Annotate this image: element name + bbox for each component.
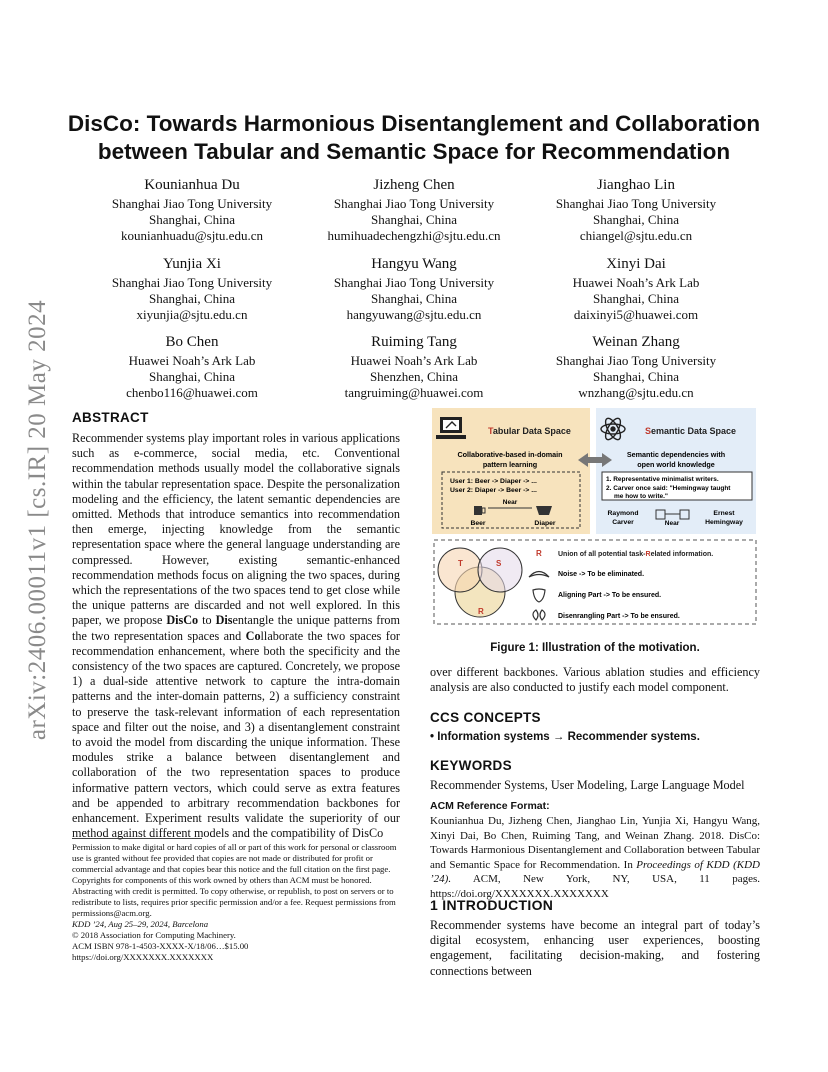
legend-disentangling: Disenrangling Part -> To be ensured. (558, 613, 680, 620)
author-location: Shenzhen, China (369, 369, 459, 384)
acm-ref-heading: ACM Reference Format: (430, 800, 550, 812)
copyright: © 2018 Association for Computing Machinery. (72, 930, 236, 940)
author-location: Shanghai, China (593, 369, 679, 384)
semantic-fact-1: 1. Representative minimalist writers. (606, 476, 719, 483)
near-label-semantic: Near (664, 520, 680, 527)
author-name: Yunjia Xi (163, 256, 221, 272)
permission-footnote (72, 838, 400, 963)
hemingway-label: Hemingway (705, 519, 743, 526)
legend-r-symbol: R (536, 549, 542, 558)
computer-icon (436, 417, 466, 439)
author-affiliation: Huawei Noah’s Ark Lab (128, 353, 256, 368)
permission-text: Permission to make digital or hard copies of all or part of this work for personal or classroom use is granted without fee provided that copies are not made or distributed for profit or commercial advantage and that copies bear this notice and the full citation on the first page. Copyrights for components of this work owned by others than ACM must be honored. Abstracting with credit is permitted. To copy otherwise, or republish, to post on servers or to redistribute to lists, requires prior specific permission and/or a fee. Request permissions from permissions@acm.org. (72, 842, 397, 918)
author-affiliation: Shanghai Jiao Tong University (111, 275, 273, 290)
ccs-heading: CCS CONCEPTS (430, 710, 541, 725)
author-name: Jianghao Lin (597, 177, 675, 193)
arxiv-side-stamp (8, 260, 68, 780)
author-name: Jizheng Chen (373, 177, 455, 193)
legend-aligning: Aligning Part -> To be ensured. (558, 592, 662, 599)
arxiv-id: arXiv:2406.00011v1 [cs.IR] 20 May 2024 (24, 299, 51, 741)
author-affiliation: Shanghai Jiao Tong University (333, 275, 495, 290)
tabular-space-title: Tabular Data Space (488, 426, 571, 436)
author-name: Xinyi Dai (606, 256, 666, 272)
tabular-desc-1: Collaborative-based in-domain (457, 450, 563, 459)
author-affiliation: Huawei Noah’s Ark Lab (572, 275, 700, 290)
author-block (304, 176, 524, 244)
figure-svg (430, 402, 760, 627)
ernest-label: Ernest (713, 510, 735, 517)
author-name: Ruiming Tang (371, 334, 457, 350)
paper-title (60, 110, 768, 166)
author-block (526, 176, 746, 244)
author-location: Shanghai, China (371, 212, 457, 227)
legend-union: Union of all potential task-Related information. (558, 551, 714, 558)
venn-s: S (496, 559, 502, 568)
author-block (82, 176, 302, 244)
author-affiliation: Shanghai Jiao Tong University (555, 196, 717, 211)
author-location: Shanghai, China (593, 291, 679, 306)
author-affiliation: Shanghai Jiao Tong University (555, 353, 717, 368)
author-email: kounianhuadu@sjtu.edu.cn (121, 228, 263, 243)
author-affiliation: Shanghai Jiao Tong University (111, 196, 273, 211)
abstract-heading: ABSTRACT (72, 410, 149, 425)
author-email: hangyuwang@sjtu.edu.cn (346, 307, 482, 322)
author-location: Shanghai, China (149, 291, 235, 306)
legend-noise: Noise -> To be eliminated. (558, 571, 645, 578)
abstract-continuation: over different backbones. Various ablation studies and efficiency analysis are also conducted to justify each model component. (430, 665, 760, 695)
noise-icon (529, 572, 549, 578)
disentangling-part-icon (533, 610, 545, 620)
author-block (526, 255, 746, 323)
author-email: wnzhang@sjtu.edu.cn (578, 385, 694, 400)
semantic-space-title: Semantic Data Space (645, 426, 737, 436)
isbn: ACM ISBN 978-1-4503-XXXX-X/18/06…$15.00 (72, 941, 249, 951)
title-line-1: DisCo: Towards Harmonious Disentanglement and Collaboration (67, 111, 761, 136)
title-line-2: between Tabular and Semantic Space for Recommendation (97, 139, 731, 164)
author-block (526, 333, 746, 401)
author-name: Weinan Zhang (592, 334, 680, 350)
doi-link[interactable]: https://doi.org/XXXXXXX.XXXXXXX (72, 952, 214, 962)
figure-motivation (430, 402, 760, 627)
author-email: chenbo116@huawei.com (126, 385, 258, 400)
author-affiliation: Huawei Noah’s Ark Lab (350, 353, 478, 368)
author-location: Shanghai, China (593, 212, 679, 227)
author-block (82, 255, 302, 323)
venn-r: R (478, 607, 484, 616)
intro-text: Recommender systems have become an integral part of today’s digital ecosystem, enhancing user experiences, boosting engagement, facilitating decision-making, and fostering connections between (430, 918, 760, 978)
near-label: Near (502, 499, 518, 506)
raymond-label: Raymond (607, 510, 639, 517)
beer-label: Beer (470, 520, 486, 527)
author-block (304, 333, 524, 401)
author-location: Shanghai, China (149, 369, 235, 384)
carver-label: Carver (612, 519, 634, 526)
semantic-desc-2: open world knowledge (637, 460, 715, 469)
author-location: Shanghai, China (371, 291, 457, 306)
figure-caption: Figure 1: Illustration of the motivation. (490, 642, 700, 654)
tabular-desc-2: pattern learning (482, 460, 538, 469)
intro-heading: 1 INTRODUCTION (430, 897, 554, 913)
user1-sequence: User 1: Beer -> Diaper -> ... (450, 478, 537, 485)
ccs-concepts: • Information systems → Recommender systems. (430, 731, 700, 743)
venn-diagram (438, 548, 522, 617)
author-email: chiangel@sjtu.edu.cn (579, 228, 693, 243)
acm-reference: Kounianhua Du, Jizheng Chen, Jianghao Lin, Yunjia Xi, Hangyu Wang, Xinyi Dai, Bo Chen, Ruiming Tang, and Weinan Zhang. 2018. DisCo: Towards Harmonious Disentanglement and Collaboration between Tabular and Semantic Space for Recommendation. In Proceedings of KDD (KDD ’24). ACM, New York, NY, USA, 11 pages. https://doi.org/XXXXXXX.XXXXXXX (430, 815, 760, 900)
abstract-body: Recommender systems play important roles in various applications such as e-commerce, social media, etc. Conventional recommendation methods usually model the collaborative signals within the tabular representation space. Despite the personalization modeling and the efficiency, the latent semantic dependencies are omitted. Methods that introduce semantics into recommendation then emerge, injecting knowledge from the semantic representation space where the general language understanding are compressed. However, existing semantic-enhanced recommendation methods focus on aligning the two spaces, during which the representations of the two spaces tend to get close while the unique patterns are discarded and not well explored. In this paper, we propose DisCo to Disentangle the unique patterns from the two representation spaces and Collaborate the two spaces for recommendation enhancement, where both the specificity and the consistency of the two spaces are captured. Concretely, we propose 1) a dual-side attentive network to capture the intra-domain patterns and the inter-domain patterns, 2) a sufficiency constraint to preserve the task-relevant information of each representation space and filter out the noise, and 3) a disentanglement constraint to avoid the model from discarding the unique information. These modules strike a balance between disentanglement and collaboration of the two representation spaces to produce informative pattern vectors, which could serve as extra features and be appended to arbitrary recommendation backbones for enhancement. Experiment results validate the superiority of our method against different models and the compatibility of DisCo (72, 431, 400, 841)
author-email: xiyunjia@sjtu.edu.cn (136, 307, 248, 322)
venn-t: T (458, 559, 463, 568)
author-name: Kounianhua Du (144, 177, 240, 193)
author-email: daixinyi5@huawei.com (573, 307, 699, 322)
author-email: humihuadechengzhi@sjtu.edu.cn (327, 228, 501, 243)
author-location: Shanghai, China (149, 212, 235, 227)
semantic-fact-2a: 2. Carver once said: "Hemingway taught (606, 485, 731, 492)
semantic-desc-1: Semantic dependencies with (626, 450, 726, 459)
keywords-text: Recommender Systems, User Modeling, Large Language Model (430, 778, 745, 792)
keywords-heading: KEYWORDS (430, 758, 512, 773)
author-block (82, 333, 302, 401)
author-name: Hangyu Wang (371, 256, 457, 272)
author-affiliation: Shanghai Jiao Tong University (333, 196, 495, 211)
user2-sequence: User 2: Diaper -> Beer -> ... (450, 487, 537, 494)
author-email: tangruiming@huawei.com (344, 385, 484, 400)
aligning-part-icon (533, 589, 545, 602)
conference-info: KDD ’24, Aug 25–29, 2024, Barcelona (72, 919, 209, 929)
semantic-fact-2b: me how to write." (614, 493, 669, 500)
author-block (304, 255, 524, 323)
author-name: Bo Chen (165, 334, 219, 350)
diaper-label: Diaper (534, 520, 556, 527)
